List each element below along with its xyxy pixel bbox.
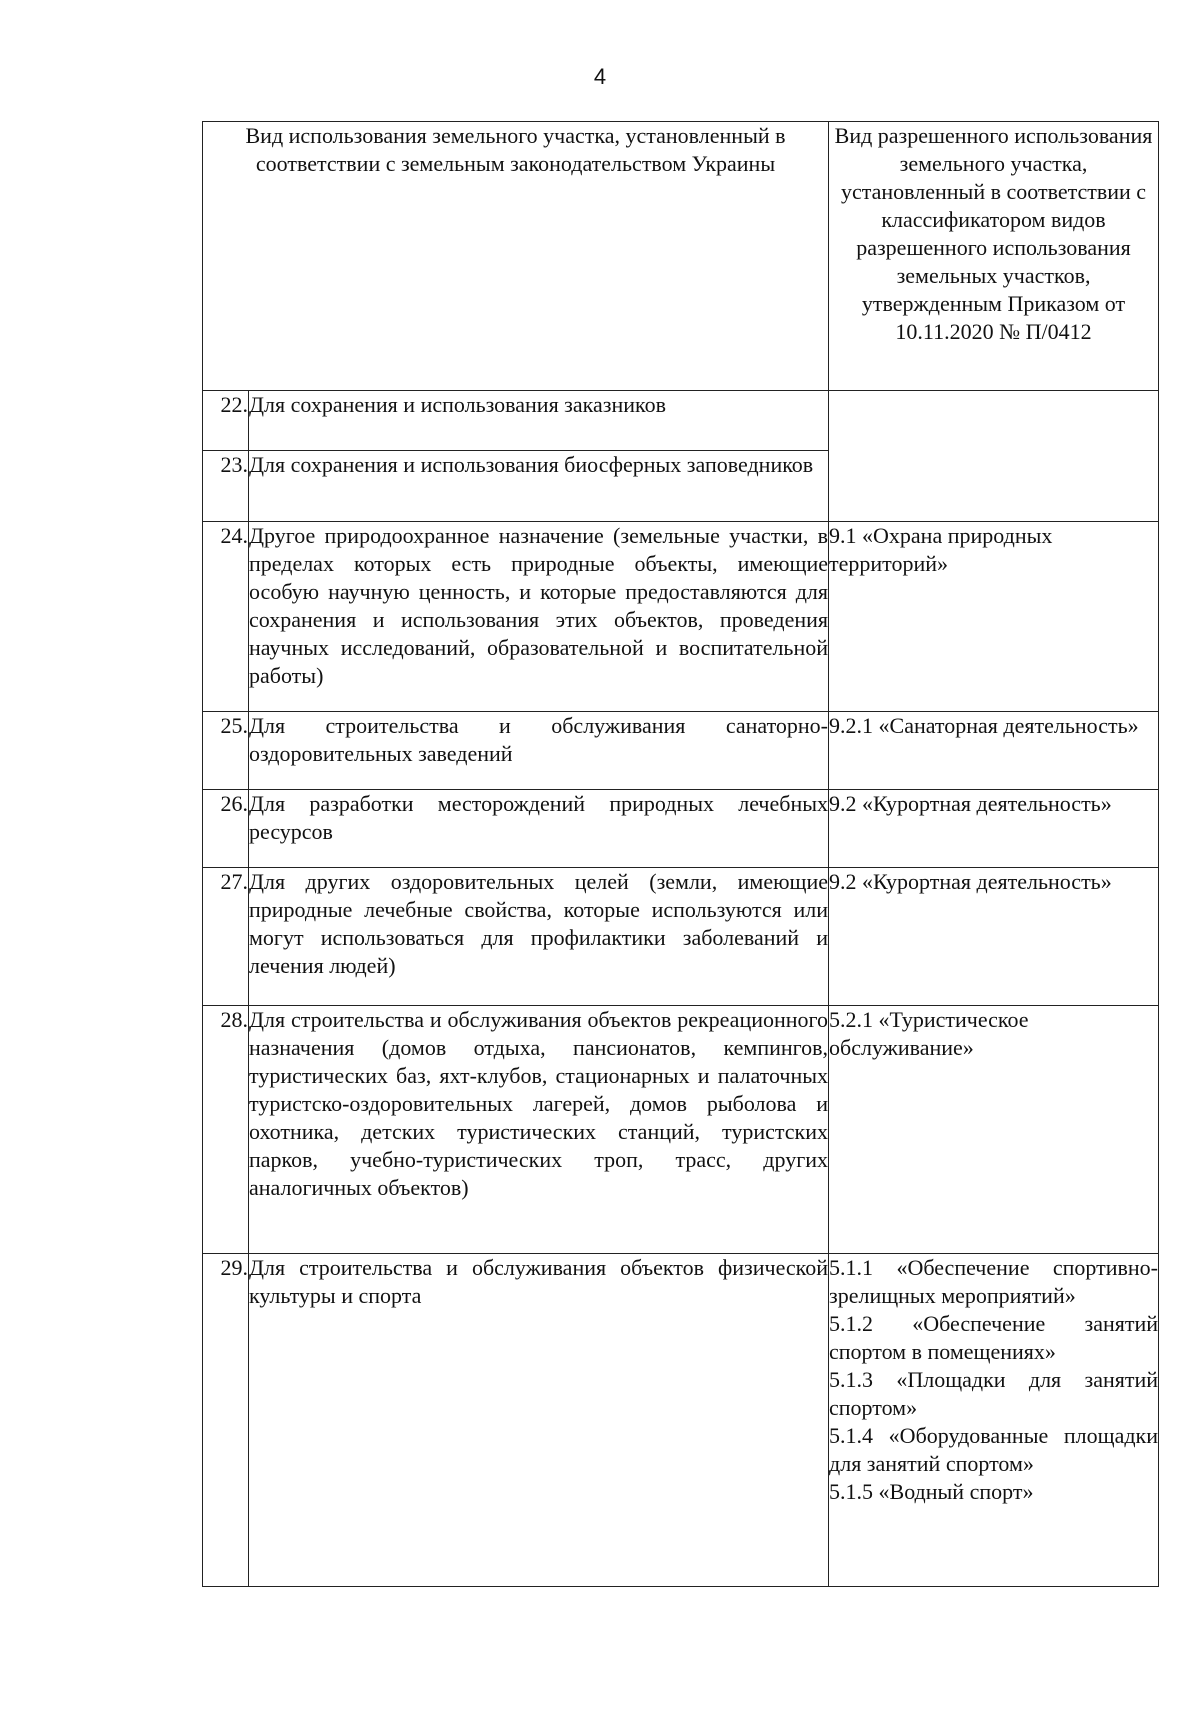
row-description: Другое природоохранное назначение (земельные участки, в пределах которых есть природные объекты, имеющие особую научную ценность, и которые предоставляются для сохранения и использования этих объектов, проведения научных исследований, образовательной и воспитательной работы) (249, 522, 829, 712)
row-classifier-codes (829, 1254, 1159, 1587)
header-classifier-land-use: Вид разрешенного использования земельного участка, установленный в соответствии с классификатором видов разрешенного использования земельных участков, утвержденным Приказом от 10.11.2020 № П/0412 (829, 122, 1159, 391)
classifier-code-item: 5.1.4 «Оборудованные площадки для занятий спортом» (829, 1423, 1159, 1476)
row-number: 22. (203, 391, 249, 451)
row-description: Для разработки месторождений природных лечебных ресурсов (249, 790, 829, 868)
table-row (203, 391, 1159, 451)
table-row (203, 1006, 1159, 1254)
row-description: Для сохранения и использования биосферных заповедников (249, 451, 829, 522)
classifier-code-item: 5.1.2 «Обеспечение занятий спортом в помещениях» (829, 1311, 1159, 1364)
row-description: Для других оздоровительных целей (земли, имеющие природные лечебные свойства, которые используются или могут использоваться для профилактики заболеваний и лечения людей) (249, 868, 829, 1006)
table-row (203, 790, 1159, 868)
classifier-code-item: 5.1.5 «Водный спорт» (829, 1479, 1034, 1504)
row-description: Для строительства и обслуживания санаторно-оздоровительных заведений (249, 712, 829, 790)
row-classifier-code: 9.1 «Охрана природных территорий» (829, 522, 1159, 712)
row-number: 26. (203, 790, 249, 868)
row-classifier-code (829, 391, 1159, 522)
row-number: 25. (203, 712, 249, 790)
row-description: Для строительства и обслуживания объектов рекреационного назначения (домов отдыха, пансионатов, кемпингов, туристических баз, яхт-клубов, стационарных и палаточных туристско-оздоровительных лагерей, домов рыболова и охотника, детских туристических станций, туристских парков, учебно-туристических троп, трасс, других аналогичных объектов) (249, 1006, 829, 1254)
row-description: Для сохранения и использования заказников (249, 391, 829, 451)
land-use-table (202, 121, 1159, 1587)
page-number: 4 (593, 64, 607, 89)
row-number: 24. (203, 522, 249, 712)
row-number: 23. (203, 451, 249, 522)
table-header-row (203, 122, 1159, 391)
table-row (203, 1254, 1159, 1587)
row-number: 27. (203, 868, 249, 1006)
header-ukraine-land-use: Вид использования земельного участка, установленный в соответствии с земельным законодательством Украины (203, 122, 829, 391)
row-number: 28. (203, 1006, 249, 1254)
row-classifier-code: 9.2.1 «Санаторная деятельность» (829, 712, 1159, 790)
row-classifier-code: 9.2 «Курортная деятельность» (829, 868, 1159, 1006)
table-row (203, 868, 1159, 1006)
row-description: Для строительства и обслуживания объектов физической культуры и спорта (249, 1254, 829, 1587)
row-number: 29. (203, 1254, 249, 1587)
classifier-code-item: 5.1.3 «Площадки для занятий спортом» (829, 1367, 1159, 1420)
row-classifier-code: 5.2.1 «Туристическое обслуживание» (829, 1006, 1159, 1254)
row-classifier-code: 9.2 «Курортная деятельность» (829, 790, 1159, 868)
table-row (203, 522, 1159, 712)
classifier-code-item: 5.1.1 «Обеспечение спортивно-зрелищных мероприятий» (829, 1255, 1159, 1308)
table-row (203, 712, 1159, 790)
